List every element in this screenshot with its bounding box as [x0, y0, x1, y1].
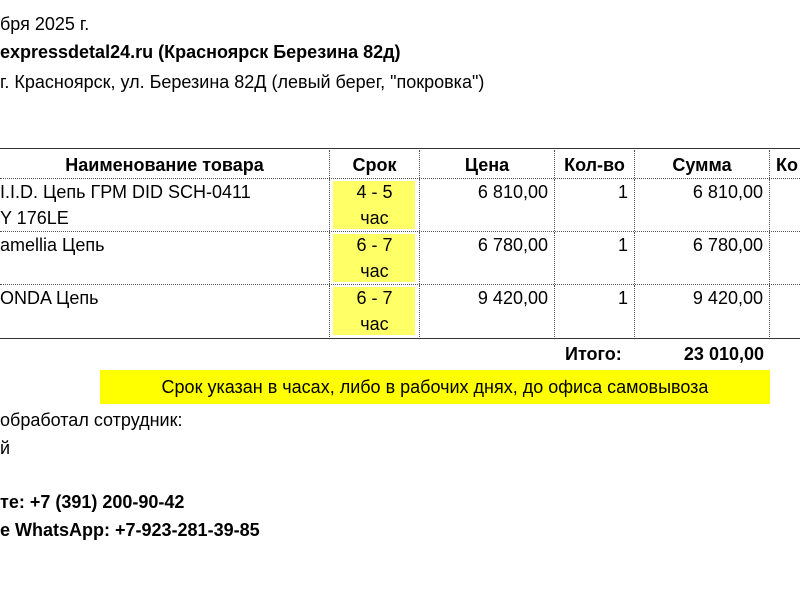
- price-cell: 6 780,00: [420, 232, 555, 284]
- price-cell: 6 810,00: [420, 179, 555, 231]
- item-name: ONDA Цепь: [0, 288, 99, 308]
- srok-unit: час: [360, 261, 389, 281]
- employee-name: й: [0, 438, 11, 458]
- total-value: 23 010,00: [683, 344, 764, 364]
- col-header-extra: Ко: [776, 155, 798, 175]
- qty-cell: 1: [555, 179, 635, 231]
- srok-range: 4 - 5: [356, 182, 393, 202]
- item-name-cont: Y 176LE: [0, 208, 69, 228]
- shop-name: expressdetal24.ru (Красноярск Березина 82д): [0, 42, 401, 62]
- price-cell: 9 420,00: [420, 285, 555, 337]
- srok-unit: час: [360, 314, 389, 334]
- srok-range: 6 - 7: [356, 288, 393, 308]
- item-name-cell: [0, 179, 330, 231]
- item-name: amellia Цепь: [0, 235, 105, 255]
- sum-cell: 6 780,00: [635, 232, 770, 284]
- srok-cell: [330, 232, 420, 284]
- srok-cell: [330, 285, 420, 337]
- table-bottom-border: [0, 338, 800, 339]
- shop-address: г. Красноярск, ул. Березина 82Д (левый берег, "покровка"): [0, 72, 485, 92]
- col-header-price: Цена: [420, 150, 555, 178]
- qty-cell: 1: [555, 232, 635, 284]
- order-table: [0, 148, 800, 340]
- col-header-name: Наименование товара: [0, 150, 330, 178]
- total-label: Итого:: [565, 344, 622, 364]
- srok-unit: час: [360, 208, 389, 228]
- order-date: бря 2025 г.: [0, 14, 90, 34]
- table-top-border: [0, 148, 800, 149]
- col-header-qty: Кол-во: [555, 150, 635, 178]
- qty-cell: 1: [555, 285, 635, 337]
- col-header-sum: Сумма: [635, 150, 770, 178]
- srok-range: 6 - 7: [356, 235, 393, 255]
- delivery-note: Срок указан в часах, либо в рабочих днях, до офиса самовывоза: [100, 370, 770, 404]
- item-name: I.I.D. Цепь ГРМ DID SCH-0411: [0, 182, 251, 202]
- sum-cell: 6 810,00: [635, 179, 770, 231]
- col-header-srok: Срок: [330, 150, 420, 178]
- sum-cell: 9 420,00: [635, 285, 770, 337]
- phone-line: те: +7 (391) 200-90-42: [0, 492, 185, 512]
- table-row: [0, 232, 800, 284]
- table-row: [0, 285, 800, 337]
- item-name-cell: [0, 232, 330, 284]
- srok-cell: [330, 179, 420, 231]
- table-header-row: [0, 150, 800, 178]
- employee-label: обработал сотрудник:: [0, 410, 183, 430]
- whatsapp-line: е WhatsApp: +7-923-281-39-85: [0, 520, 260, 540]
- item-name-cell: [0, 285, 330, 337]
- table-row: [0, 179, 800, 231]
